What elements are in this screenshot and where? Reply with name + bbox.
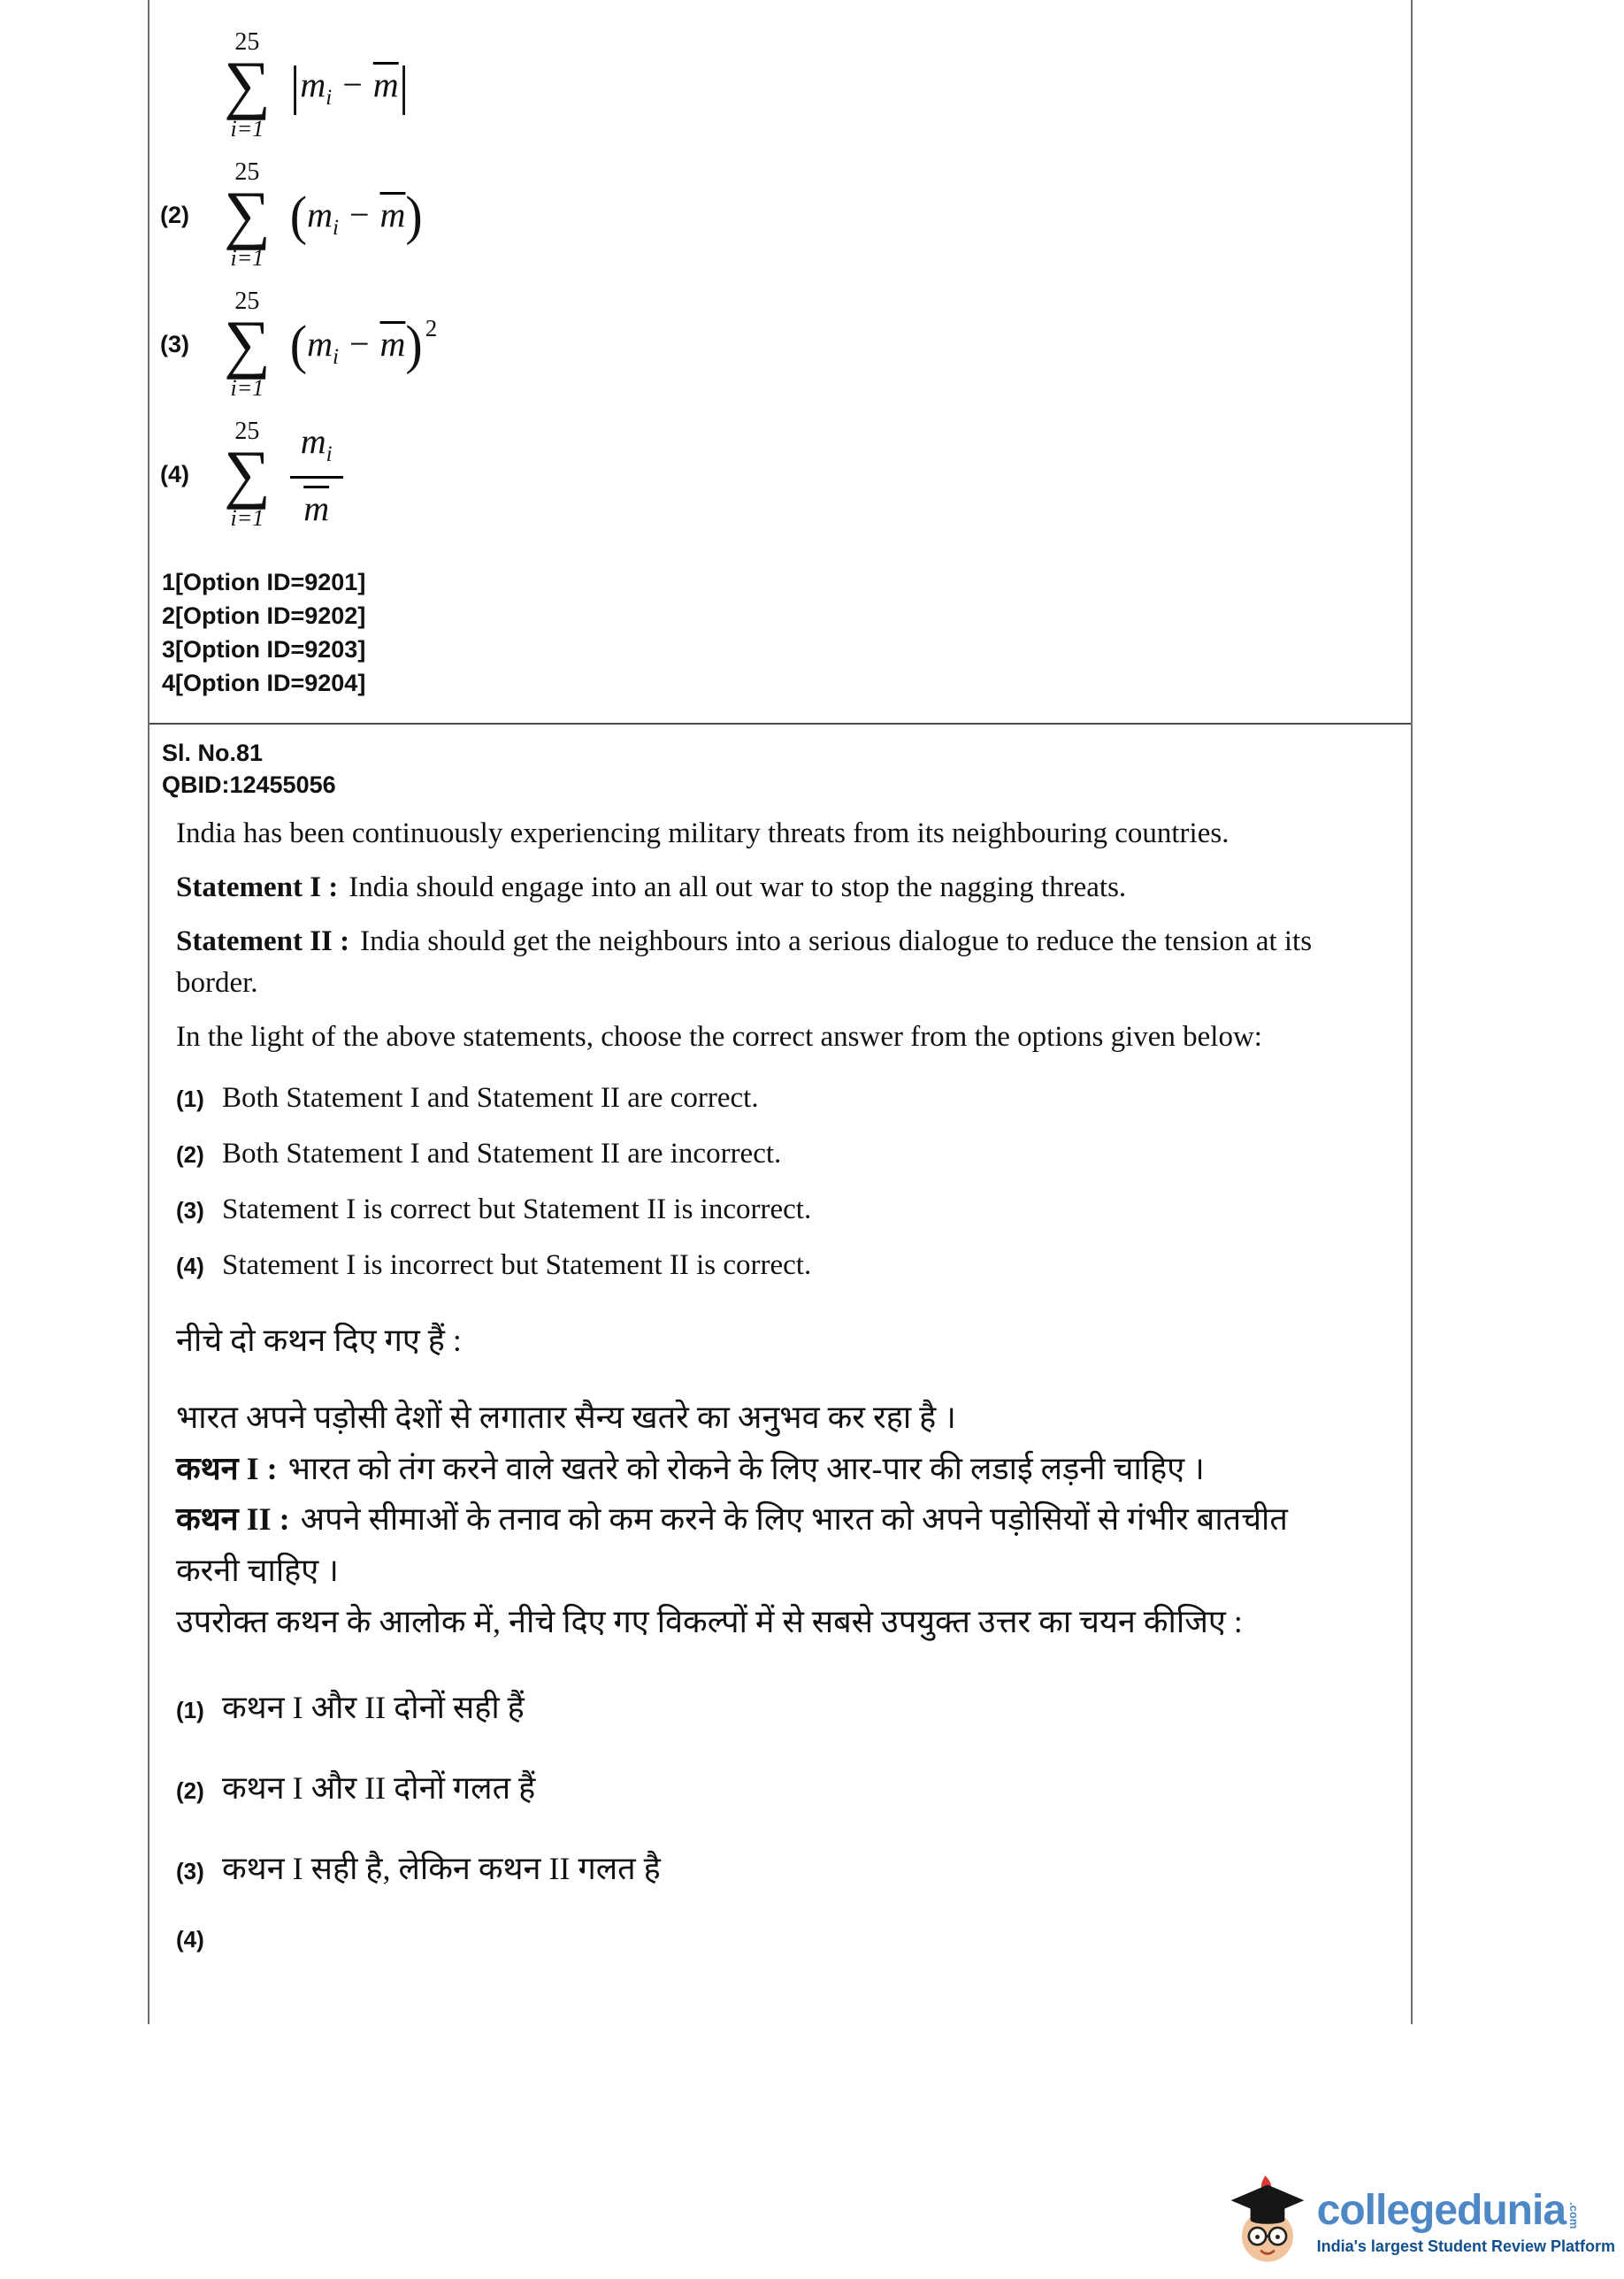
answer-option-hi-4	[176, 1926, 1358, 1953]
statement-2-en	[176, 921, 1358, 1004]
variable: m	[300, 64, 326, 104]
statement-2-hi	[176, 1494, 1358, 1596]
variable: m	[300, 420, 326, 461]
subscript: i	[332, 345, 339, 370]
subscript: i	[332, 215, 339, 240]
question-table-cell	[148, 0, 1413, 2024]
formula-option-4	[160, 419, 1393, 530]
summation-3	[224, 289, 271, 400]
sum-upper-limit: 25	[234, 288, 260, 316]
subscript: i	[326, 441, 333, 466]
question-intro-en: India has been continuously experiencing military threats from its neighbouring countries.	[176, 817, 1229, 849]
answer-option-en-1	[176, 1082, 1358, 1115]
sigma-icon: ∑	[224, 49, 271, 121]
option-label: (2)	[176, 1140, 204, 1168]
sum-upper-limit: 25	[234, 418, 260, 446]
question-81-section	[149, 723, 1411, 2025]
option-id-list	[162, 565, 1393, 700]
math-options-section	[149, 0, 1411, 723]
option-text: Statement I is incorrect but Statement II is correct.	[222, 1248, 812, 1281]
sum-upper-limit: 25	[234, 28, 260, 56]
close-paren: )	[405, 184, 423, 246]
option-label: (1)	[176, 1085, 204, 1112]
question-closing-hi: उपरोक्त कथन के आलोक में, नीचे दिए गए विकल्पों में से सबसे उपयुक्त उत्तर का चयन कीजिए :	[176, 1603, 1243, 1639]
logo-wordmark-row	[1316, 2187, 1615, 2234]
option-label: (2)	[176, 1777, 204, 1805]
hindi-heading: नीचे दो कथन दिए गए हैं :	[176, 1322, 462, 1358]
statement-1-text-hi: भारत को तंग करने वाले खतरे को रोकने के लिए आर-पार की लडाई लड़नी चाहिए ।	[287, 1450, 1205, 1486]
expression-4	[290, 420, 343, 529]
close-paren: )	[405, 314, 423, 375]
option-4-label: (4)	[160, 460, 189, 487]
statement-2-text-hi: अपने सीमाओं के तनाव को कम करने के लिए भारत को अपने पड़ोसियों से गंभीर बातचीत करनी चाहिए ।	[176, 1501, 1288, 1588]
statement-1-text: India should engage into an all out war to stop the nagging threats.	[349, 871, 1127, 903]
expression-2	[290, 186, 423, 245]
option-text: Both Statement I and Statement II are correct.	[222, 1081, 759, 1114]
statement-1-hi	[176, 1444, 1358, 1495]
sum-lower-limit: i=1	[230, 504, 264, 531]
sigma-icon: ∑	[224, 178, 271, 251]
close-bar: |	[398, 55, 410, 116]
minus-operator: −	[342, 64, 363, 104]
question-closing-en: In the light of the above statements, choose the correct answer from the options given below:	[176, 1021, 1262, 1054]
expression-3	[290, 315, 437, 374]
option-label: (3)	[176, 1858, 204, 1885]
subscript: i	[326, 85, 333, 110]
sigma-icon: ∑	[224, 438, 271, 511]
serial-number: Sl. No.81	[162, 739, 264, 766]
summation-2	[224, 157, 271, 272]
question-bank-id: QBID:12455056	[162, 771, 336, 798]
sum-lower-limit: i=1	[230, 115, 264, 142]
answer-option-en-4	[176, 1249, 1358, 1282]
answer-option-en-3	[176, 1193, 1358, 1226]
option-text: कथन I और II दोनों सही हैं	[222, 1690, 525, 1726]
option-label: (4)	[176, 1926, 204, 1953]
open-bar: |	[289, 55, 301, 116]
answer-option-hi-3	[176, 1845, 1358, 1889]
fraction-denominator	[303, 479, 329, 529]
fraction	[290, 420, 343, 529]
logo-tagline: India's largest Student Review Platform	[1316, 2237, 1615, 2255]
mean-variable: $\overline{m}$	[379, 324, 406, 364]
collegedunia-mascot-icon	[1229, 2174, 1306, 2272]
open-paren: (	[289, 314, 308, 375]
option-text: कथन I और II दोनों गलत हैं	[222, 1770, 536, 1807]
summation-4	[224, 419, 271, 530]
option-label: (1)	[176, 1697, 204, 1724]
mean-variable: $\overline{m}$	[372, 64, 399, 104]
mean-variable: $\overline{m}$	[379, 194, 406, 234]
variable: m	[307, 324, 333, 364]
formula-option-1	[160, 30, 1393, 141]
expression-1	[290, 56, 410, 115]
open-paren: (	[289, 184, 308, 246]
question-intro-hi: भारत अपने पड़ोसी देशों से लगातार सैन्य खतरे का अनुभव कर रहा है ।	[176, 1400, 956, 1436]
statement-1-label-hi: कथन I :	[176, 1450, 278, 1486]
fraction-numerator	[290, 420, 343, 479]
statement-1-en	[176, 867, 1358, 909]
sum-lower-limit: i=1	[230, 375, 264, 402]
option-id-1: 1[Option ID=9201]	[162, 568, 366, 595]
option-text: Statement I is correct but Statement II is incorrect.	[222, 1193, 812, 1225]
answer-option-hi-1	[176, 1684, 1358, 1728]
logo-dotcom: .com	[1567, 2201, 1582, 2229]
option-3-label: (3)	[160, 331, 189, 358]
option-text: Both Statement I and Statement II are incorrect.	[222, 1137, 782, 1170]
sum-upper-limit: 25	[234, 157, 260, 186]
option-label: (3)	[176, 1196, 204, 1224]
statement-1-label: Statement I :	[176, 871, 339, 903]
variable: m	[307, 194, 333, 234]
statement-2-label-hi: कथन II :	[176, 1501, 290, 1538]
option-text: कथन I सही है, लेकिन कथन II गलत है	[222, 1851, 661, 1887]
collegedunia-logo	[1229, 2174, 1615, 2272]
superscript-2: 2	[425, 315, 438, 342]
sigma-icon: ∑	[224, 308, 271, 381]
option-label: (4)	[176, 1252, 204, 1279]
answer-option-en-2	[176, 1138, 1358, 1170]
minus-operator: −	[349, 324, 370, 364]
answer-option-hi-2	[176, 1765, 1358, 1808]
summation-1	[224, 30, 271, 141]
option-2-label: (2)	[160, 201, 189, 228]
statement-2-text: India should get the neighbours into a serious dialogue to reduce the tension at its border.	[176, 925, 1313, 1000]
option-id-4: 4[Option ID=9204]	[162, 669, 366, 696]
minus-operator: −	[349, 194, 370, 234]
statement-2-label: Statement II :	[176, 925, 350, 958]
formula-option-2	[160, 157, 1393, 272]
formula-option-3	[160, 289, 1393, 400]
option-id-3: 3[Option ID=9203]	[162, 635, 366, 663]
logo-text-block	[1316, 2187, 1615, 2256]
mean-variable: m	[303, 487, 330, 528]
question-body	[176, 813, 1358, 1954]
option-id-2: 2[Option ID=9202]	[162, 602, 366, 629]
sum-lower-limit: i=1	[230, 245, 264, 272]
logo-wordmark: collegedunia	[1316, 2187, 1567, 2234]
